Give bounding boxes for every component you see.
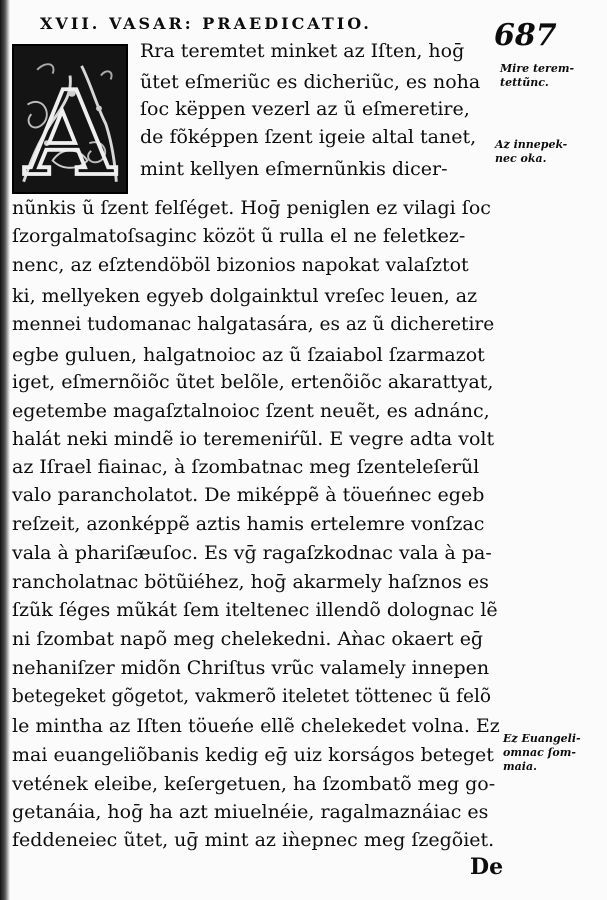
margin-note-line: maia. (503, 760, 537, 773)
margin-note (495, 138, 567, 166)
text-line: feddeneiec ũtet, uḡ mint az iǹepnec meg ſzegõiet. (12, 829, 495, 851)
text-line: vetének eleibe, keſergetuen, ha ſzombatõ meg go- (12, 773, 496, 795)
text-line: le mintha az Iſten töueńe ellẽ chelekedet volna. Ez (12, 715, 500, 737)
text-line: ki, mellyeken egyeb dolgainktul vreſec leuen, az (12, 285, 478, 307)
running-title: XVII. VASAR: PRAEDICATIO. (40, 14, 372, 33)
text-line: betegeket gõgetot, vakmerõ iteletet töttenec ũ felõ (12, 686, 492, 707)
page-number: 687 (494, 18, 557, 53)
text-line: az Iſrael fiainac, à ſzombatnac meg ſzenteleſerũl (12, 456, 480, 478)
text-line: vala à phariſæuſoc. Es vḡ ragaſzkodnac vala à pa- (12, 542, 492, 564)
text-line: ſoc këppen vezerl az ũ eſmeretire, (140, 98, 470, 120)
drop-cap-letter: A (25, 66, 115, 192)
decorated-initial (12, 44, 128, 194)
text-line: iget, eſmernõiõc ũtet belõle, ertenõiõc akarattyat, (12, 371, 494, 393)
margin-note-line: Az innepek- (495, 138, 568, 151)
ornament-illustration (14, 46, 126, 192)
margin-note (503, 732, 581, 774)
text-line: ſzorgalmatoſsaginc közöt ũ rulla el ne feletkez- (12, 225, 466, 247)
text-line: rancholatnac bötũiéhez, hoḡ akarmely haſznos es (12, 571, 489, 593)
text-line: egetembe magaſztalnoioc ſzent neuẽt, es adnánc, (12, 400, 490, 422)
text-line: de fõképpen ſzent igeie altal tanet, (140, 126, 477, 148)
text-line: halát neki mindẽ io teremeniŕũl. E vegre adta volt (12, 428, 495, 450)
text-line: nenc, az eſztendöböl bizonios napokat valaſztot (12, 254, 469, 276)
text-line: Rra teremtet minket az Iſten, hoḡ (140, 40, 465, 62)
text-line: getanáia, hoḡ ha azt miuelnéie, ragalmaznáiac es (12, 801, 489, 823)
margin-note-line: Mire terem- (500, 62, 575, 75)
margin-note-line: Ez Euangeli- (503, 732, 581, 745)
text-line: nehaniſzer midõn Chriſtus vrũc valamely innepen (12, 657, 490, 679)
text-line: mai euangeliõbanis kedig eḡ uiz korságos beteget (12, 744, 494, 766)
margin-note-line: omnac ſom- (503, 746, 576, 759)
text-line: ni ſzombat napõ meg chelekedni. Aǹac okaert eḡ (12, 628, 484, 650)
margin-note-line: nec oka. (495, 152, 547, 165)
page-gutter-shadow (0, 0, 10, 900)
text-line: reſzeit, azonképpẽ aztis hamis ertelemre vonſzac (12, 513, 485, 535)
text-line: nũnkis ũ ſzent felſéget. Hoḡ peniglen ez vilagi ſoc (12, 197, 491, 219)
text-line: egbe guluen, halgatnoioc az ũ ſzaiabol ſzarmazot (12, 344, 485, 366)
text-line: ũtet eſmeriũc es dicheriũc, es noha (140, 71, 481, 93)
margin-note (500, 62, 574, 90)
text-line: valo parancholatot. De miképpẽ à töueńnec egeb (12, 484, 485, 506)
margin-note-line: tettũnc. (500, 76, 549, 89)
text-line: mennei tudomanac halgatasára, es az ũ dicheretire (12, 314, 495, 335)
text-line: mint kellyen eſmernũnkis dicer- (140, 158, 448, 180)
text-line: ſzũk ſéges mũkát ſem iteltenec illendõ dolognac lẽ (12, 599, 498, 621)
catchword: De (470, 854, 504, 880)
